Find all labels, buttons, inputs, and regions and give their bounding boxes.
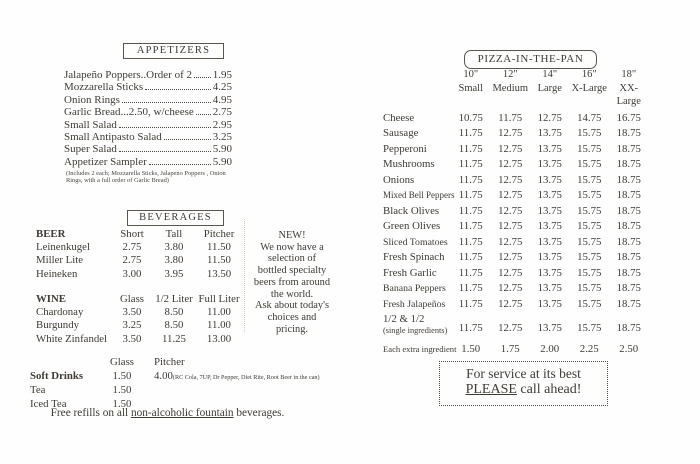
notice-line: NEW! bbox=[278, 230, 306, 241]
price: 18.75 bbox=[616, 297, 641, 310]
price: 2.00 bbox=[540, 343, 560, 355]
pizza-table bbox=[383, 69, 649, 358]
price: 8.50 bbox=[164, 319, 184, 332]
soft-drinks-table bbox=[30, 356, 320, 411]
free-refills-note bbox=[35, 407, 300, 419]
price: 8.50 bbox=[164, 306, 184, 319]
item-name: Leinenkugel bbox=[36, 241, 90, 254]
dot-leader bbox=[119, 151, 211, 152]
note-text: Free refills on all bbox=[50, 407, 131, 419]
topping-name: Banana Peppers bbox=[383, 283, 446, 294]
price: 3.50 bbox=[122, 332, 142, 345]
price: 18.75 bbox=[616, 127, 641, 139]
wine-table bbox=[36, 293, 244, 346]
topping-name: Black Olives bbox=[383, 204, 440, 217]
price: 15.75 bbox=[577, 282, 602, 294]
price: 18.75 bbox=[616, 266, 641, 279]
price: 18.75 bbox=[616, 282, 641, 294]
topping-name: Sliced Tomatoes bbox=[383, 236, 448, 248]
column-header: Full Liter bbox=[198, 293, 240, 305]
price: 3.50 bbox=[122, 306, 142, 319]
pizza-row bbox=[383, 266, 649, 282]
item-name: Jalapeño Poppers..Order of 2 bbox=[64, 69, 192, 81]
price: 11.75 bbox=[458, 235, 483, 248]
column-header: 12" bbox=[502, 69, 518, 80]
price: 1.50 bbox=[112, 369, 132, 382]
price: 15.75 bbox=[577, 189, 602, 201]
column-header: Short bbox=[120, 228, 144, 240]
dot-leader bbox=[196, 114, 211, 115]
price: 2.75 bbox=[122, 241, 142, 254]
price: 11.75 bbox=[458, 173, 483, 186]
price: 12.75 bbox=[498, 220, 523, 232]
wine-row bbox=[36, 333, 244, 346]
topping-name: Fresh Jalapeños bbox=[383, 298, 446, 310]
beer-header-row bbox=[36, 228, 244, 241]
new-beers-notice bbox=[247, 230, 337, 335]
price: 13.75 bbox=[537, 235, 562, 248]
price: 11.75 bbox=[458, 297, 483, 310]
menu-item bbox=[64, 106, 232, 118]
price: 4.00 bbox=[154, 369, 173, 382]
price: 3.00 bbox=[122, 267, 142, 280]
wine-row bbox=[36, 319, 244, 332]
price: 12.75 bbox=[498, 127, 523, 139]
topping-name: Mixed Bell Peppers bbox=[383, 190, 455, 200]
notice-underlined-text: PLEASE bbox=[465, 382, 517, 397]
topping-name: Sausage bbox=[383, 127, 419, 139]
price: 15.75 bbox=[577, 251, 602, 263]
notice-line bbox=[440, 382, 607, 398]
price: 1.50 bbox=[461, 343, 481, 355]
item-price: 5.90 bbox=[212, 155, 232, 168]
price: 11.75 bbox=[458, 282, 483, 294]
price: 15.75 bbox=[577, 297, 602, 310]
price: 13.75 bbox=[537, 251, 562, 263]
price: 15.75 bbox=[577, 204, 602, 217]
price: 18.75 bbox=[616, 235, 641, 248]
beverages-title: BEVERAGES bbox=[127, 210, 224, 226]
pizza-extra-ingredient-row bbox=[383, 342, 649, 358]
item-name: Onion Rings bbox=[64, 93, 120, 106]
pizza-title: PIZZA-IN-THE-PAN bbox=[464, 50, 597, 69]
price: 15.75 bbox=[577, 266, 602, 279]
column-header: Glass bbox=[110, 356, 134, 368]
item-price: 2.95 bbox=[212, 118, 232, 131]
dot-leader bbox=[164, 139, 211, 140]
item-name: Heineken bbox=[36, 267, 78, 280]
price: 11.50 bbox=[207, 254, 231, 267]
column-header: Glass bbox=[120, 293, 144, 305]
topping-name: Pepperoni bbox=[383, 142, 427, 155]
pizza-row bbox=[383, 142, 649, 158]
topping-name: Onions bbox=[383, 173, 415, 186]
item-name: Appetizer Sampler bbox=[64, 155, 147, 168]
call-ahead-notice bbox=[439, 361, 608, 406]
notice-line: We now have a bbox=[260, 241, 324, 253]
item-price: 1.95 bbox=[212, 69, 232, 81]
pizza-row bbox=[383, 235, 649, 251]
soft-row bbox=[30, 370, 320, 385]
item-price: 3.25 bbox=[212, 131, 232, 144]
topping-name bbox=[383, 314, 451, 336]
price: 16.75 bbox=[616, 111, 641, 124]
menu-item bbox=[64, 69, 232, 81]
price: 13.50 bbox=[206, 267, 232, 280]
column-header: Medium bbox=[492, 82, 529, 94]
price-with-note bbox=[144, 370, 320, 385]
price: 18.75 bbox=[616, 173, 641, 186]
notice-text: call ahead! bbox=[516, 382, 582, 397]
price: 11.00 bbox=[207, 319, 231, 332]
price: 13.75 bbox=[537, 204, 562, 217]
item-price: 2.75 bbox=[212, 106, 232, 119]
half-sub-label: (single ingredients) bbox=[383, 326, 448, 335]
menu-item bbox=[64, 81, 232, 93]
price: 13.00 bbox=[206, 332, 232, 345]
price: 11.50 bbox=[207, 241, 231, 254]
dot-leader bbox=[119, 127, 211, 128]
price: 3.95 bbox=[164, 267, 184, 280]
price: 18.75 bbox=[616, 142, 641, 155]
beer-section-label: BEER bbox=[36, 228, 66, 240]
price: 15.75 bbox=[577, 220, 602, 232]
item-name: Garlic Bread...2.50, w/cheese bbox=[64, 106, 194, 119]
price: 12.75 bbox=[498, 297, 523, 310]
menu-item bbox=[64, 156, 232, 168]
price: 12.75 bbox=[498, 158, 523, 170]
price: 18.75 bbox=[616, 204, 641, 217]
pizza-row bbox=[383, 126, 649, 142]
pizza-row bbox=[383, 219, 649, 235]
price: 12.75 bbox=[537, 111, 562, 124]
price: 1.75 bbox=[500, 343, 520, 355]
price: 14.75 bbox=[577, 111, 602, 124]
price: 12.75 bbox=[498, 266, 523, 279]
price: 18.75 bbox=[616, 189, 641, 201]
price: 11.75 bbox=[458, 127, 483, 139]
wine-section-label: WINE bbox=[36, 293, 66, 305]
column-header: XX-Large bbox=[616, 82, 641, 107]
topping-name: Mushrooms bbox=[383, 158, 435, 170]
column-header: 18" bbox=[621, 69, 637, 80]
note-underlined-text: non-alcoholic fountain bbox=[130, 407, 234, 419]
wine-header-row bbox=[36, 293, 244, 306]
column-header: 14" bbox=[542, 69, 558, 80]
price: 15.75 bbox=[577, 127, 602, 139]
price: 12.75 bbox=[498, 189, 523, 201]
price: 12.75 bbox=[498, 235, 523, 248]
notice-line: choices and bbox=[267, 311, 317, 323]
item-price: 4.25 bbox=[212, 81, 232, 94]
column-header: 10" bbox=[463, 69, 479, 80]
half-label: 1/2 & 1/2 bbox=[383, 313, 425, 325]
pizza-half-and-half-row bbox=[383, 314, 649, 336]
price: 2.50 bbox=[619, 343, 639, 355]
dot-leader bbox=[145, 89, 211, 90]
item-name: White Zinfandel bbox=[36, 332, 108, 345]
item-price: 4.95 bbox=[212, 93, 232, 106]
price: 18.75 bbox=[616, 251, 641, 263]
price: 11.75 bbox=[458, 220, 483, 232]
soft-header-row bbox=[30, 356, 320, 370]
price: 12.75 bbox=[498, 173, 523, 186]
sampler-note: (Includes 2 each; Mozzarella Sticks, Jalapeno Poppers , Onion Rings, with a full order of Garlic Bread) bbox=[66, 170, 226, 184]
item-name: Super Salad bbox=[64, 143, 117, 156]
beer-row bbox=[36, 268, 244, 281]
fold-line bbox=[244, 219, 245, 332]
dot-leader bbox=[149, 164, 211, 165]
price: 2.75 bbox=[122, 254, 142, 267]
price: 11.75 bbox=[458, 142, 483, 155]
price: 1.50 bbox=[112, 397, 132, 410]
pizza-row bbox=[383, 250, 649, 266]
item-name: Burgundy bbox=[36, 319, 79, 332]
pizza-row bbox=[383, 297, 649, 313]
price: 12.75 bbox=[498, 282, 523, 294]
menu-item bbox=[64, 131, 232, 143]
price: 11.25 bbox=[162, 332, 186, 345]
price: 10.75 bbox=[458, 111, 483, 124]
price: 15.75 bbox=[577, 142, 602, 155]
column-header: Pitcher bbox=[203, 228, 235, 240]
notice-line: Ask about today's bbox=[254, 300, 330, 312]
topping-name: Fresh Garlic bbox=[383, 266, 437, 279]
appetizers-title: APPETIZERS bbox=[123, 43, 224, 59]
price: 13.75 bbox=[537, 158, 562, 170]
price: 13.75 bbox=[537, 173, 562, 186]
topping-name: Each extra ingredient bbox=[383, 344, 457, 354]
item-name: Mozzarella Sticks bbox=[64, 81, 144, 94]
price: 13.75 bbox=[537, 220, 562, 232]
price: 12.75 bbox=[498, 142, 523, 155]
menu-item bbox=[64, 119, 232, 131]
price: 13.75 bbox=[537, 282, 562, 294]
price: 15.75 bbox=[577, 173, 602, 186]
price: 11.75 bbox=[458, 251, 483, 263]
column-header: Tall bbox=[165, 228, 183, 240]
price: 18.75 bbox=[616, 220, 641, 232]
pitcher-note: (RC Cola, 7UP, Dr Pepper, Diet Rite, Root Beer in the can) bbox=[172, 373, 320, 381]
price: 3.80 bbox=[164, 254, 184, 267]
price: 12.75 bbox=[498, 321, 523, 334]
pizza-row bbox=[383, 204, 649, 220]
column-header: Small bbox=[458, 82, 483, 94]
item-name: Soft Drinks bbox=[30, 369, 84, 382]
price: 15.75 bbox=[577, 321, 602, 334]
notice-line: selection of bbox=[267, 253, 317, 265]
pizza-row bbox=[383, 173, 649, 189]
price: 18.75 bbox=[616, 158, 641, 170]
notice-line: For service at its best bbox=[466, 366, 581, 381]
price: 11.75 bbox=[458, 204, 483, 217]
notice-line: pricing. bbox=[275, 323, 309, 335]
price: 12.75 bbox=[498, 251, 523, 263]
topping-name: Cheese bbox=[383, 111, 415, 124]
column-header: 1/2 Liter bbox=[155, 293, 193, 305]
price: 3.80 bbox=[164, 241, 184, 254]
price: 3.25 bbox=[122, 319, 142, 332]
notice-line: bottled specialty bbox=[257, 265, 327, 277]
pizza-row bbox=[383, 188, 649, 204]
beer-row bbox=[36, 254, 244, 267]
price: 13.75 bbox=[537, 266, 562, 279]
item-name: Miller Lite bbox=[36, 254, 84, 267]
price: 2.25 bbox=[579, 343, 599, 355]
price: 11.75 bbox=[458, 266, 483, 279]
dot-leader bbox=[194, 77, 211, 78]
item-name: Small Salad bbox=[64, 118, 117, 131]
price: 11.00 bbox=[207, 306, 231, 319]
soft-row bbox=[30, 384, 320, 398]
pizza-row bbox=[383, 157, 649, 173]
dot-leader bbox=[122, 102, 211, 103]
price: 11.75 bbox=[458, 189, 483, 201]
price: 12.75 bbox=[498, 204, 523, 217]
item-name: Iced Tea bbox=[30, 397, 67, 410]
column-header: X-Large bbox=[571, 82, 607, 94]
pizza-size-inches-row bbox=[383, 69, 649, 82]
price: 15.75 bbox=[577, 158, 602, 170]
price: 13.75 bbox=[537, 142, 562, 155]
price: 18.75 bbox=[616, 321, 641, 334]
price: 13.75 bbox=[537, 127, 562, 139]
appetizers-list bbox=[64, 69, 232, 168]
pizza-size-names-row bbox=[383, 82, 649, 108]
notice-line: beers from around bbox=[253, 276, 331, 288]
notice-line: the world. bbox=[270, 288, 314, 300]
item-name: Tea bbox=[30, 384, 46, 397]
price: 1.50 bbox=[112, 384, 132, 397]
menu-item bbox=[64, 94, 232, 106]
pizza-row bbox=[383, 111, 649, 127]
beer-table bbox=[36, 228, 244, 281]
price: 11.75 bbox=[498, 111, 523, 124]
item-name: Small Antipasto Salad bbox=[64, 131, 162, 144]
column-header: 16" bbox=[581, 69, 597, 80]
column-header: Pitcher bbox=[154, 356, 185, 368]
column-header: Large bbox=[537, 82, 562, 94]
pizza-row bbox=[383, 281, 649, 297]
price: 15.75 bbox=[577, 235, 602, 248]
beer-row bbox=[36, 241, 244, 254]
wine-row bbox=[36, 306, 244, 319]
note-text: beverages. bbox=[233, 407, 285, 419]
price: 13.75 bbox=[537, 321, 562, 334]
item-price: 5.90 bbox=[212, 143, 232, 156]
price: 13.75 bbox=[537, 297, 562, 310]
topping-name: Fresh Spinach bbox=[383, 251, 445, 263]
price: 11.75 bbox=[458, 158, 483, 170]
item-name: Chardonay bbox=[36, 306, 84, 319]
price: 13.75 bbox=[537, 189, 562, 201]
menu-item bbox=[64, 143, 232, 155]
topping-name: Green Olives bbox=[383, 220, 441, 232]
price: 11.75 bbox=[458, 321, 483, 334]
